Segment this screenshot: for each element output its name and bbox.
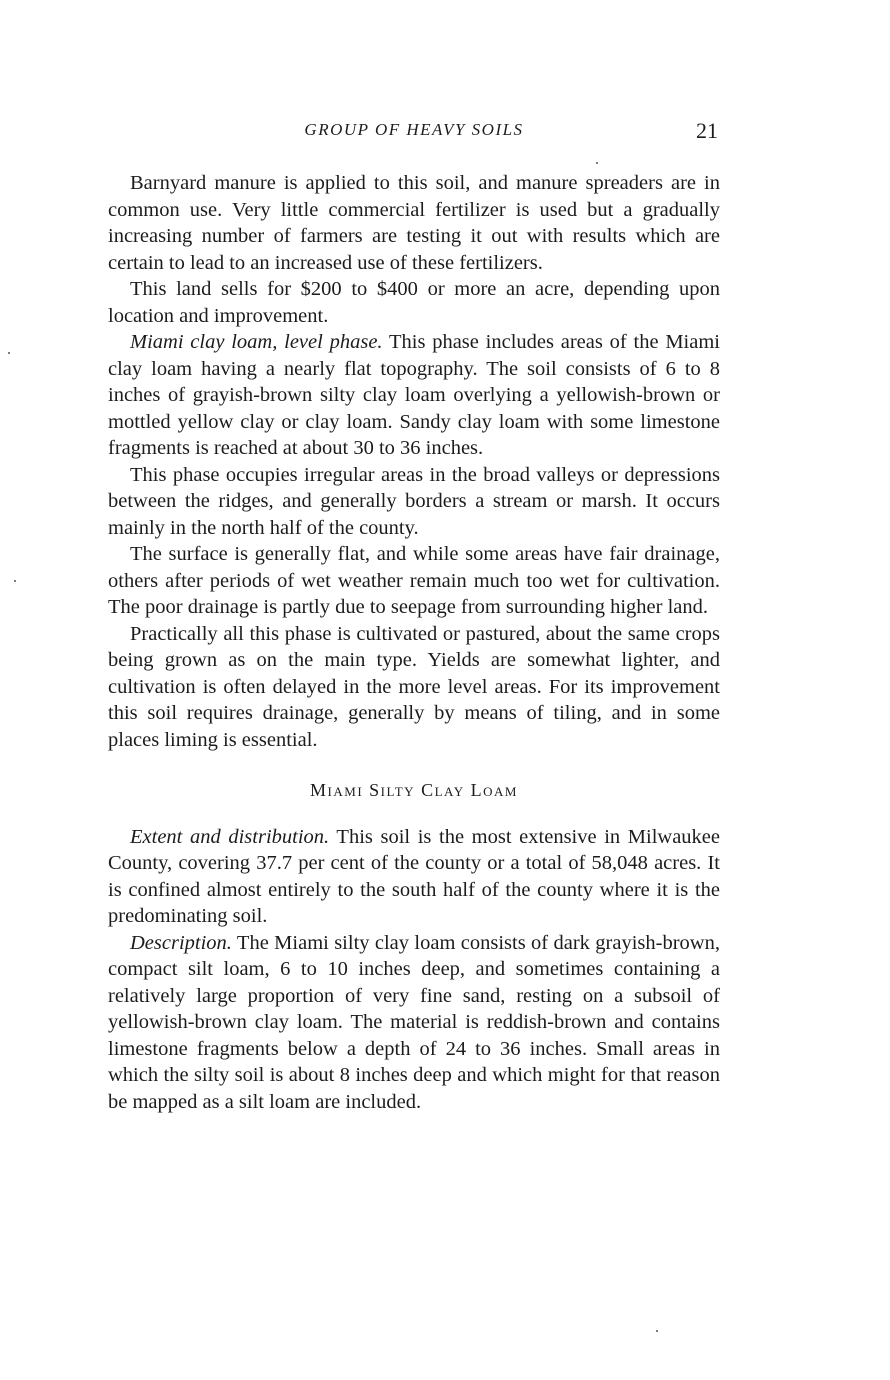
paragraph-description (108, 930, 720, 1116)
paragraph-manure (108, 170, 720, 276)
scan-speck (14, 580, 16, 582)
paragraph-lead: Extent and distribution. (130, 825, 330, 848)
paragraph-drainage (108, 541, 720, 621)
paragraph-text: This phase occupies irregular areas in the broad valleys or depressions between the ridges, and generally borders a stream or marsh. It occurs mainly in the north half of the county. (108, 463, 720, 539)
page-header (108, 120, 720, 146)
paragraph-lead: Miami clay loam, level phase. (130, 331, 383, 353)
paragraph-text: This land sells for $200 to $400 or more an acre, depending upon location and improvement. (108, 278, 720, 327)
scan-speck (656, 1330, 658, 1332)
body-text (108, 170, 720, 1115)
paragraph-level-phase (108, 329, 720, 462)
running-head: GROUP OF HEAVY SOILS (304, 120, 524, 139)
paragraph-text: This soil is the most extensive in Milwaukee County, covering 37.7 per cent of the county or a total of 58,048 acres. It is confined almost entirely to the south half of the county where it is the predominating soil. (108, 825, 720, 927)
paragraph-occurrence (108, 462, 720, 542)
paragraph-lead: Description. (130, 931, 232, 954)
paragraph-text: The Miami silty clay loam consists of dark grayish-brown, compact silt loam, 6 to 10 inches deep, and sometimes containing a relatively large proportion of very fine sand, resting on a subsoil of yellowish-brown clay loam. The material is reddish-brown and contains limestone fragments below a depth of 24 to 36 inches. Small areas in which the silty soil is about 8 inches deep and which might for that reason be mapped as a silt loam are included. (108, 931, 720, 1113)
section-heading: Miami Silty Clay Loam (310, 780, 518, 800)
paragraph-extent (108, 824, 720, 930)
paragraph-text: Practically all this phase is cultivated or pastured, about the same crops being grown as on the main type. Yields are somewhat lighter, and cultivation is often delayed in the more level areas. For its improvement this soil requires drainage, generally by means of tiling, and in some places liming is essential. (108, 622, 720, 751)
scan-speck (596, 162, 598, 164)
paragraph-text: Barnyard manure is applied to this soil, and manure spreaders are in common use. Very little commercial fertilizer is used but a gradually increasing number of farmers are testing it out with results which are certain to lead to an increased use of these fertilizers. (108, 172, 720, 274)
paragraph-land-price (108, 276, 720, 329)
paragraph-text: This phase includes areas of the Miami clay loam having a nearly flat topography. The soil consists of 6 to 8 inches of grayish-brown silty clay loam overlying a yellowish-brown or mottled yellow clay or clay loam. Sandy clay loam with some limestone fragments is reached at about 30 to 36 inches. (108, 331, 720, 459)
paragraph-text: The surface is generally flat, and while some areas have fair drainage, others after periods of wet weather remain much too wet for cultivation. The poor drainage is partly due to seepage from surrounding higher land. (108, 543, 720, 618)
scan-speck (8, 352, 10, 354)
paragraph-cultivation (108, 621, 720, 754)
page-number: 21 (696, 118, 718, 143)
